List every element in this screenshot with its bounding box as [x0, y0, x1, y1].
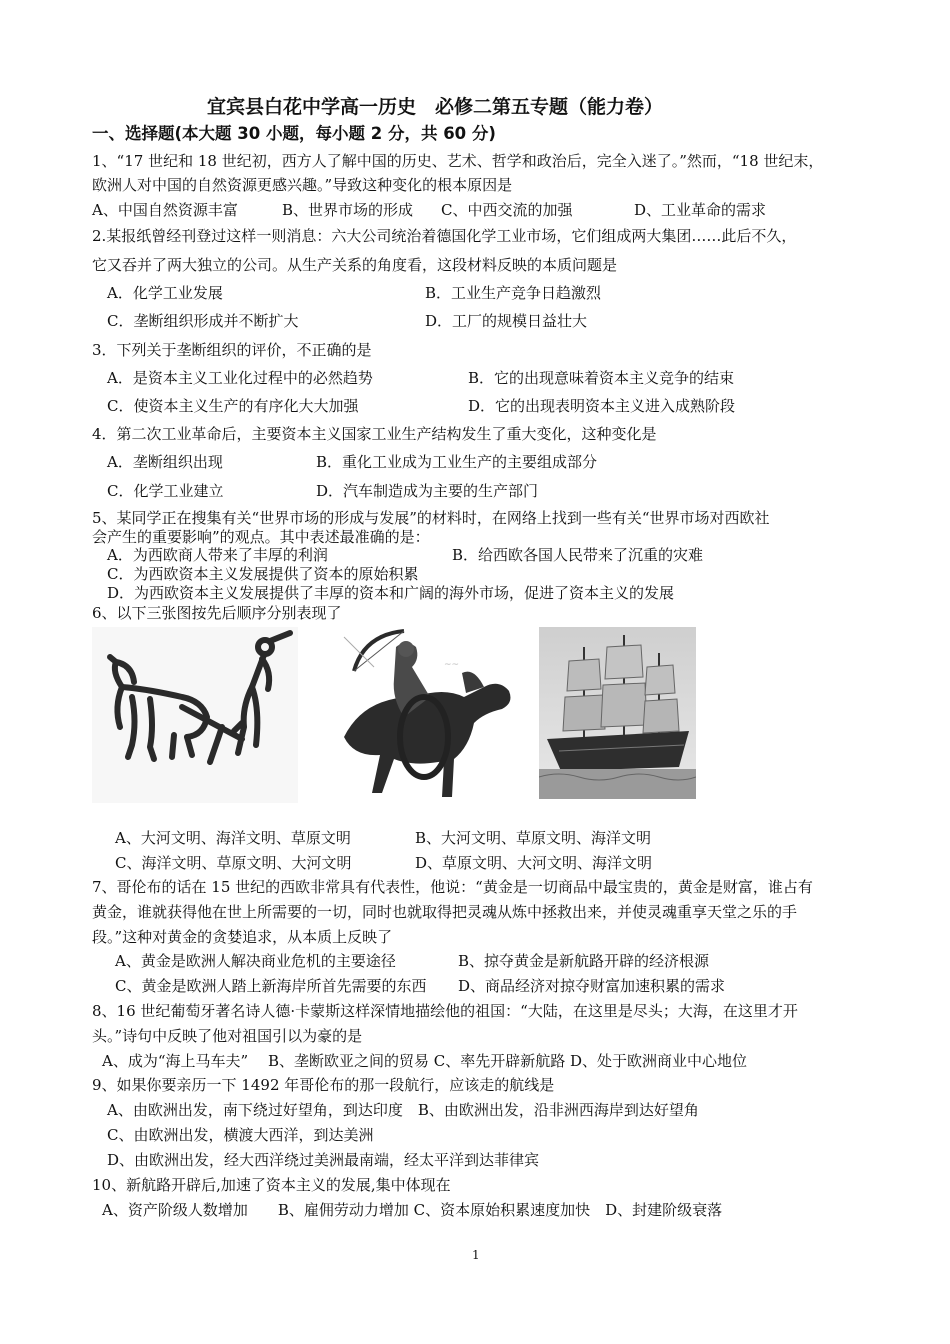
- q6-option-b: B、大河文明、草原文明、海洋文明: [415, 829, 652, 847]
- q4-option-d: D．汽车制造成为主要的生产部门: [316, 482, 539, 500]
- q10-stem: 10、新航路开辟后,加速了资本主义的发展,集中体现在: [92, 1176, 451, 1194]
- q9-option-c: C、由欧洲出发，横渡大西洋，到达美洲: [107, 1126, 374, 1144]
- q5-stem-line1: 5、某同学正在搜集有关“世界市场的形成与发展”的材料时，在网络上找到一些有关“世界市场对西欧社: [92, 509, 770, 527]
- q4-option-b: B．重化工业成为工业生产的主要组成部分: [316, 453, 598, 471]
- q1-option-b: B、世界市场的形成: [282, 201, 414, 219]
- q7-stem-line1: 7、哥伦布的话在 15 世纪的西欧非常具有代表性，他说：“黄金是一切商品中最宝贵的，黄金是财富，谁占有: [92, 878, 813, 896]
- q2-option-c: C．垄断组织形成并不断扩大: [107, 312, 299, 330]
- q1-stem-line2: 欧洲人对中国的自然资源更感兴趣。”导致这种变化的根本原因是: [92, 176, 513, 194]
- q7-option-a: A、黄金是欧洲人解决商业危机的主要途径: [115, 952, 396, 970]
- q4-stem: 4．第二次工业革命后，主要资本主义国家工业生产结构发生了重大变化，这种变化是: [92, 425, 657, 443]
- q4-option-c: C．化学工业建立: [107, 482, 224, 500]
- q2-option-d: D．工厂的规模日益壮大: [425, 312, 588, 330]
- sailing-ship-icon: [539, 627, 696, 799]
- svg-text:~~: ~~: [444, 660, 460, 670]
- q9-stem: 9、如果你要亲历一下 1492 年哥伦布的那一段航行，应该走的航线是: [92, 1076, 555, 1094]
- q7-option-c: C、黄金是欧洲人踏上新海岸所首先需要的东西: [115, 977, 427, 995]
- page-title: 宜宾县白花中学高一历史 必修二第五专题（能力卷）: [207, 96, 664, 118]
- q3-option-b: B．它的出现意味着资本主义竞争的结束: [468, 369, 735, 387]
- q3-option-d: D．它的出现表明资本主义进入成熟阶段: [468, 397, 736, 415]
- q8-options: A、成为“海上马车夫” B、垄断欧亚之间的贸易 C、率先开辟新航路 D、处于欧洲商业中心地位: [102, 1052, 748, 1070]
- q1-option-d: D、工业革命的需求: [634, 201, 767, 219]
- page-number: 1: [472, 1248, 480, 1262]
- q7-option-b: B、掠夺黄金是新航路开辟的经济根源: [458, 952, 710, 970]
- q6-option-d: D、草原文明、大河文明、海洋文明: [415, 854, 653, 872]
- q5-option-b: B．给西欧各国人民带来了沉重的灾难: [452, 546, 704, 564]
- q7-stem-line3: 段。”这种对黄金的贪婪追求，从本质上反映了: [92, 928, 393, 946]
- q5-option-c: C．为西欧资本主义发展提供了资本的原始积累: [107, 565, 419, 583]
- q2-option-a: A．化学工业发展: [107, 284, 223, 302]
- q5-option-a: A．为西欧商人带来了丰厚的利润: [107, 546, 328, 564]
- q8-stem-line2: 头。”诗句中反映了他对祖国引以为豪的是: [92, 1027, 363, 1045]
- q7-stem-line2: 黄金，谁就获得他在世上所需要的一切，同时也就取得把灵魂从炼中拯救出来，并使灵魂重享天堂之乐的手: [92, 903, 798, 921]
- q6-option-a: A、大河文明、海洋文明、草原文明: [115, 829, 351, 847]
- q2-stem-line1: 2.某报纸曾经刊登过这样一则消息：六大公司统治着德国化学工业市场，它们组成两大集团……此后不久，: [92, 227, 797, 245]
- q9-option-d: D、由欧洲出发，经大西洋绕过美洲最南端，经太平洋到达菲律宾: [107, 1151, 540, 1169]
- section-heading: 一、选择题(本大题 30 小题，每小题 2 分，共 60 分): [92, 124, 496, 143]
- q5-option-d: D．为西欧资本主义发展提供了丰厚的资本和广阔的海外市场，促进了资本主义的发展: [107, 584, 675, 602]
- q6-option-c: C、海洋文明、草原文明、大河文明: [115, 854, 352, 872]
- q7-option-d: D、商品经济对掠夺财富加速积累的需求: [458, 977, 726, 995]
- q8-stem-line1: 8、16 世纪葡萄牙著名诗人德·卡蒙斯这样深情地描绘他的祖国：“大陆，在这里是尽头；大海，在这里才开: [92, 1002, 798, 1020]
- q3-option-a: A．是资本主义工业化过程中的必然趋势: [107, 369, 373, 387]
- q3-stem: 3．下列关于垄断组织的评价，不正确的是: [92, 341, 372, 359]
- q4-option-a: A．垄断组织出现: [107, 453, 223, 471]
- q2-option-b: B．工业生产竞争日趋激烈: [425, 284, 602, 302]
- q3-option-c: C．使资本主义生产的有序化大大加强: [107, 397, 359, 415]
- q1-option-a: A、中国自然资源丰富: [92, 201, 238, 219]
- mounted-archer-icon: [334, 627, 524, 803]
- q1-stem-line1: 1、“17 世纪和 18 世纪初，西方人了解中国的历史、艺术、哲学和政治后，完全入迷了。”然而，“18 世纪末，: [92, 152, 824, 170]
- q10-options: A、资产阶级人数增加 B、雇佣劳动力增加 C、资本原始积累速度加快 D、封建阶级衰落: [102, 1201, 723, 1219]
- q6-stem: 6、以下三张图按先后顺序分别表现了: [92, 604, 342, 622]
- plowing-ox-icon: [92, 627, 298, 803]
- q2-stem-line2: 它又吞并了两大独立的公司。从生产关系的角度看，这段材料反映的本质问题是: [92, 256, 618, 274]
- q5-stem-line2: 会产生的重要影响”的观点。其中表述最准确的是：: [92, 528, 430, 546]
- q1-option-c: C、中西交流的加强: [441, 201, 573, 219]
- q9-options-ab: A、由欧洲出发，南下绕过好望角，到达印度 B、由欧洲出发，沿非洲西海岸到达好望角: [107, 1101, 699, 1119]
